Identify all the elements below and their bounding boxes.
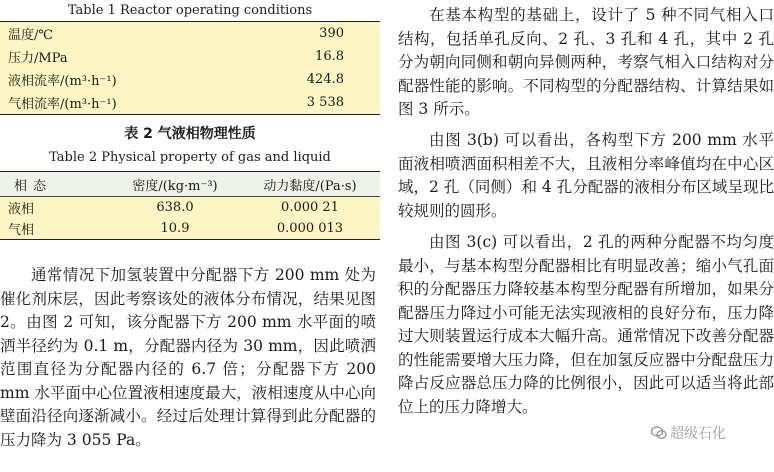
table2-caption-en: Table 2 Physical property of gas and liquid	[49, 150, 331, 165]
table-cell-label: 温度/℃	[8, 28, 53, 43]
table-cell-label: 气相流率/(m³·h⁻¹)	[8, 97, 117, 112]
table-header-cell: 相态	[0, 172, 110, 197]
left-column	[0, 0, 380, 472]
table-cell-label: 压力/MPa	[8, 51, 68, 66]
right-column	[398, 0, 774, 472]
table-header-row	[0, 172, 380, 197]
table1-operating-conditions	[0, 21, 380, 115]
wechat-icon	[651, 426, 667, 440]
table-row	[0, 22, 380, 46]
table-row	[0, 91, 380, 115]
table-cell: 638.0	[156, 200, 194, 215]
table2-caption-zh: 表 2 气液相物理性质	[124, 126, 256, 142]
body-paragraph: 在基本构型的基础上，设计了 5 种不同气相入口结构，包括单孔反向、2 孔、3 孔和 4 孔，其中 2 孔分为朝向同侧和朝向异侧两种，考察气相入口结构对分配器性能的影响。不同构型的分配器结构、计算结果如图 3 所示。	[398, 6, 774, 118]
table-cell-value: 424.8	[306, 72, 344, 87]
table-cell: 气相	[8, 223, 35, 238]
table-cell-value: 390	[319, 26, 344, 41]
body-paragraph: 由图 3(b) 可以看出，各构型下方 200 mm 水平面液相喷洒面积相差不大，且液相分率峰值均在中心区域，2 孔（同侧）和 4 孔分配器的液相分布区域呈现比较规则的圆形。	[398, 131, 774, 220]
table1-caption: Table 1 Reactor operating conditions	[67, 3, 313, 18]
table-header-cell: 动力黏度/(Pa·s)	[240, 172, 380, 197]
body-paragraph: 由图 3(c) 可以看出，2 孔的两种分配器不均匀度最小，与基本构型分配器相比有明显改善；缩小气孔面积的分配器压力降较基本构型分配器有所增加，如果分配器压力降过小可能无法实现液相的良好分布，压力降过大则装置运行成本大幅升高。通常情况下改善分配器的性能需要增大压力降，但在加氢反应器中分配盘压力降占反应器总压力降的比例很小，因此可以适当将此部位上的压力降增大。	[398, 233, 774, 416]
table-cell: 0.000 21	[281, 200, 339, 215]
table-cell: 0.000 013	[276, 221, 344, 236]
table-cell-label: 液相流率/(m³·h⁻¹)	[8, 74, 117, 89]
table-cell: 液相	[8, 202, 35, 217]
table-cell: 10.9	[160, 221, 190, 236]
table-row	[0, 197, 380, 219]
table-cell-value: 3 538	[306, 95, 344, 110]
table-row	[0, 68, 380, 91]
watermark	[651, 423, 726, 443]
table2-physical-properties	[0, 171, 380, 240]
table-row	[0, 45, 380, 68]
body-paragraph: 通常情况下加氢装置中分配器下方 200 mm 处为催化剂床层，因此考察该处的液体分布情况，结果见图 2。由图 2 可知，该分配器下方 200 mm 水平面的喷洒半径约为 0.1 m，分配器内径为 30 mm，因此喷洒范围直径为分配器内径的 6.7 倍；分配器下方 200 mm 水平面中心位置液相速度最大，液相速度从中心向壁面沿径向逐渐减小。经过后处理计算得到此分配器的压力降为 3 055 Pa。	[0, 266, 376, 449]
table-row	[0, 218, 380, 240]
watermark-text: 超级石化	[670, 426, 726, 442]
table-cell-value: 16.8	[315, 49, 344, 64]
table-header-cell: 密度/(kg·m⁻³)	[110, 172, 240, 197]
